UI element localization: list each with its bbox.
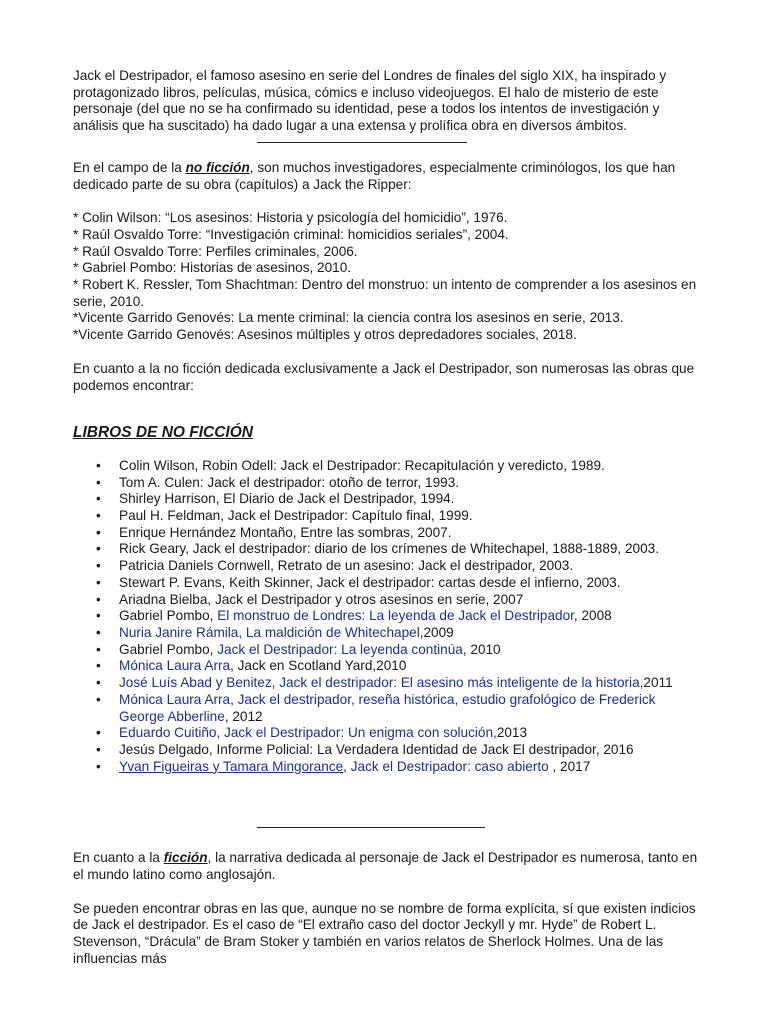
nonfiction-emphasis: no ficción <box>185 159 250 175</box>
list-item <box>73 575 698 592</box>
bullet-icon: • <box>96 758 101 774</box>
criminology-list <box>73 210 698 344</box>
book-author: Gabriel Pombo, <box>119 641 218 657</box>
book-entry: Colin Wilson, Robin Odell: Jack el Destripador: Recapitulación y veredicto, 1989. <box>119 457 605 473</box>
book-link[interactable]: Jack el Destripador: La leyenda continúa <box>217 641 463 657</box>
book-entry: Patricia Daniels Cornwell, Retrato de un asesino: Jack el destripador, 2003. <box>119 558 574 574</box>
list-item <box>73 608 698 625</box>
list-item <box>73 742 698 759</box>
list-item <box>73 692 698 725</box>
bullet-icon: • <box>96 457 101 473</box>
fiction-emphasis: ficción <box>163 850 208 866</box>
last-paragraph: Se pueden encontrar obras en las que, aunque no se nombre de forma explícita, sí que existen indicios de Jack el destripador. Es el caso de “El extraño caso del doctor Jeckyll y mr. Hyde” de Robert L. Stevenson, “Drácula” de Bram Stoker y también en varios relatos de Sherlock Holmes. Una de las influencias más <box>73 900 696 966</box>
separator: , <box>343 758 351 774</box>
list-item <box>73 642 698 659</box>
book-year: 2013 <box>496 725 528 741</box>
book-year: 2011 <box>643 675 673 691</box>
book-entry: Paul H. Feldman, Jack el Destripador: Capítulo final, 1999. <box>119 508 473 524</box>
list-item: * Gabriel Pombo: Historias de asesinos, 2010. <box>73 260 352 276</box>
section-heading: LIBROS DE NO FICCIÓN <box>73 424 253 442</box>
document-page <box>73 68 698 968</box>
author-link[interactable]: Mónica Laura Arra <box>119 658 231 674</box>
intro-paragraph: Jack el Destripador, el famoso asesino en serie del Londres de finales del siglo XIX, ha inspirado y protagonizado libros, películas, música, cómics e incluso videojuegos. El halo de misterio de este personaje (del que no se ha confirmado su identidad, pese a todos los intentos de investigación y análisis que ha suscitado) ha dado lugar a una extensa y prolífica obra en diversos ámbitos. <box>73 68 667 134</box>
list-item <box>73 592 698 609</box>
book-link[interactable]: Eduardo Cuitiño, Jack el Destripador: Un enigma con solución, <box>119 725 497 741</box>
book-year: , 2010 <box>462 641 501 657</box>
book-entry: Shirley Harrison, El Diario de Jack el Destripador, 1994. <box>119 491 455 507</box>
nonfiction-text-after: , son muchos investigadores, especialmente criminólogos, los que han dedicado parte de su obra (capítulos) a Jack the Ripper: <box>73 159 676 192</box>
book-year: , 2008 <box>573 608 612 624</box>
book-entry: Enrique Hernández Montaño, Entre las sombras, 2007. <box>119 524 452 540</box>
bullet-icon: • <box>96 591 101 607</box>
bullet-icon: • <box>96 691 101 707</box>
exclusive-paragraph: En cuanto a la no ficción dedicada exclusivamente a Jack el Destripador, son numerosas las obras que podemos encontrar: <box>73 360 695 393</box>
bullet-icon: • <box>96 641 101 657</box>
list-item <box>73 491 698 508</box>
author-link[interactable]: Yvan Figueiras y Tamara Mingorance <box>119 758 344 774</box>
list-item: *Vicente Garrido Genovés: La mente criminal: la ciencia contra los asesinos en serie, 2013. <box>73 310 624 326</box>
bullet-icon: • <box>96 574 101 590</box>
bullet-icon: • <box>96 624 101 640</box>
list-item <box>73 541 698 558</box>
book-entry: Jesús Delgado, Informe Policial: La Verdadera Identidad de Jack El destripador, 2016 <box>119 741 634 757</box>
bullet-icon: • <box>96 658 101 674</box>
list-item <box>73 625 698 642</box>
list-item: * Robert K. Ressler, Tom Shachtman: Dentro del monstruo: un intento de comprender a los asesinos en serie, 2010. <box>73 277 697 309</box>
bullet-icon: • <box>96 491 101 507</box>
bullet-icon: • <box>96 508 101 524</box>
book-link[interactable]: Jack el Destripador: caso abierto <box>350 758 549 774</box>
book-entry: Rick Geary, Jack el destripador: diario de los crímenes de Whitechapel, 1888-1889, 2003. <box>119 541 660 557</box>
nonfiction-text-before: En el campo de la <box>73 159 186 175</box>
book-title: , Jack en Scotland Yard,2010 <box>230 658 407 674</box>
list-item <box>73 525 698 542</box>
fiction-text-before: En cuanto a la <box>73 850 164 866</box>
bullet-icon: • <box>96 608 101 624</box>
bullet-icon: • <box>96 541 101 557</box>
book-author: Gabriel Pombo, <box>119 608 218 624</box>
book-entry: Ariadna Bielba, Jack el Destripador y otros asesinos en serie, 2007 <box>119 591 524 607</box>
book-link[interactable]: Nuria Janire Rámila, La maldición de Whitechapel <box>119 624 420 640</box>
list-item <box>73 508 698 525</box>
book-link[interactable]: El monstruo de Londres: La leyenda de Jack el Destripador <box>217 608 574 624</box>
book-entry: Tom A. Culen: Jack el destripador: otoño de terror, 1993. <box>119 474 460 490</box>
book-year: ,2009 <box>419 624 454 640</box>
list-item <box>73 725 698 742</box>
book-link[interactable]: José Luís Abad y Benitez, Jack el destripador: El asesino más inteligente de la historia, <box>119 675 644 691</box>
book-list <box>73 458 698 775</box>
list-item: * Raúl Osvaldo Torre: Perfiles criminales, 2006. <box>73 243 358 259</box>
book-year: , 2017 <box>548 758 591 774</box>
list-item <box>73 675 698 692</box>
list-item <box>73 458 698 475</box>
list-item <box>73 658 698 675</box>
list-item: *Vicente Garrido Genovés: Asesinos múltiples y otros depredadores sociales, 2018. <box>73 327 577 343</box>
section-divider <box>257 142 467 143</box>
fiction-paragraph <box>73 850 698 883</box>
list-item <box>73 759 698 776</box>
list-item <box>73 475 698 492</box>
fiction-text-after: , la narrativa dedicada al personaje de Jack el Destripador es numerosa, tanto en el mundo latino como anglosajón. <box>73 850 698 883</box>
section-divider <box>257 827 485 828</box>
bullet-icon: • <box>96 725 101 741</box>
nonfiction-paragraph <box>73 160 698 193</box>
list-item <box>73 558 698 575</box>
bullet-icon: • <box>96 474 101 490</box>
book-link[interactable]: Mónica Laura Arra, Jack el destripador, reseña histórica, estudio grafológico de Frederick George Abberline <box>119 691 656 724</box>
list-item: * Raúl Osvaldo Torre: “Investigación criminal: homicidios seriales”, 2004. <box>73 226 509 242</box>
book-entry: Stewart P. Evans, Keith Skinner, Jack el destripador: cartas desde el infierno, 2003. <box>119 574 621 590</box>
bullet-icon: • <box>96 675 101 691</box>
bullet-icon: • <box>96 524 101 540</box>
list-item: * Colin Wilson: “Los asesinos: Historia y psicología del homicidio”, 1976. <box>73 210 508 226</box>
book-year: , 2012 <box>224 708 263 724</box>
bullet-icon: • <box>96 741 101 757</box>
bullet-icon: • <box>96 558 101 574</box>
